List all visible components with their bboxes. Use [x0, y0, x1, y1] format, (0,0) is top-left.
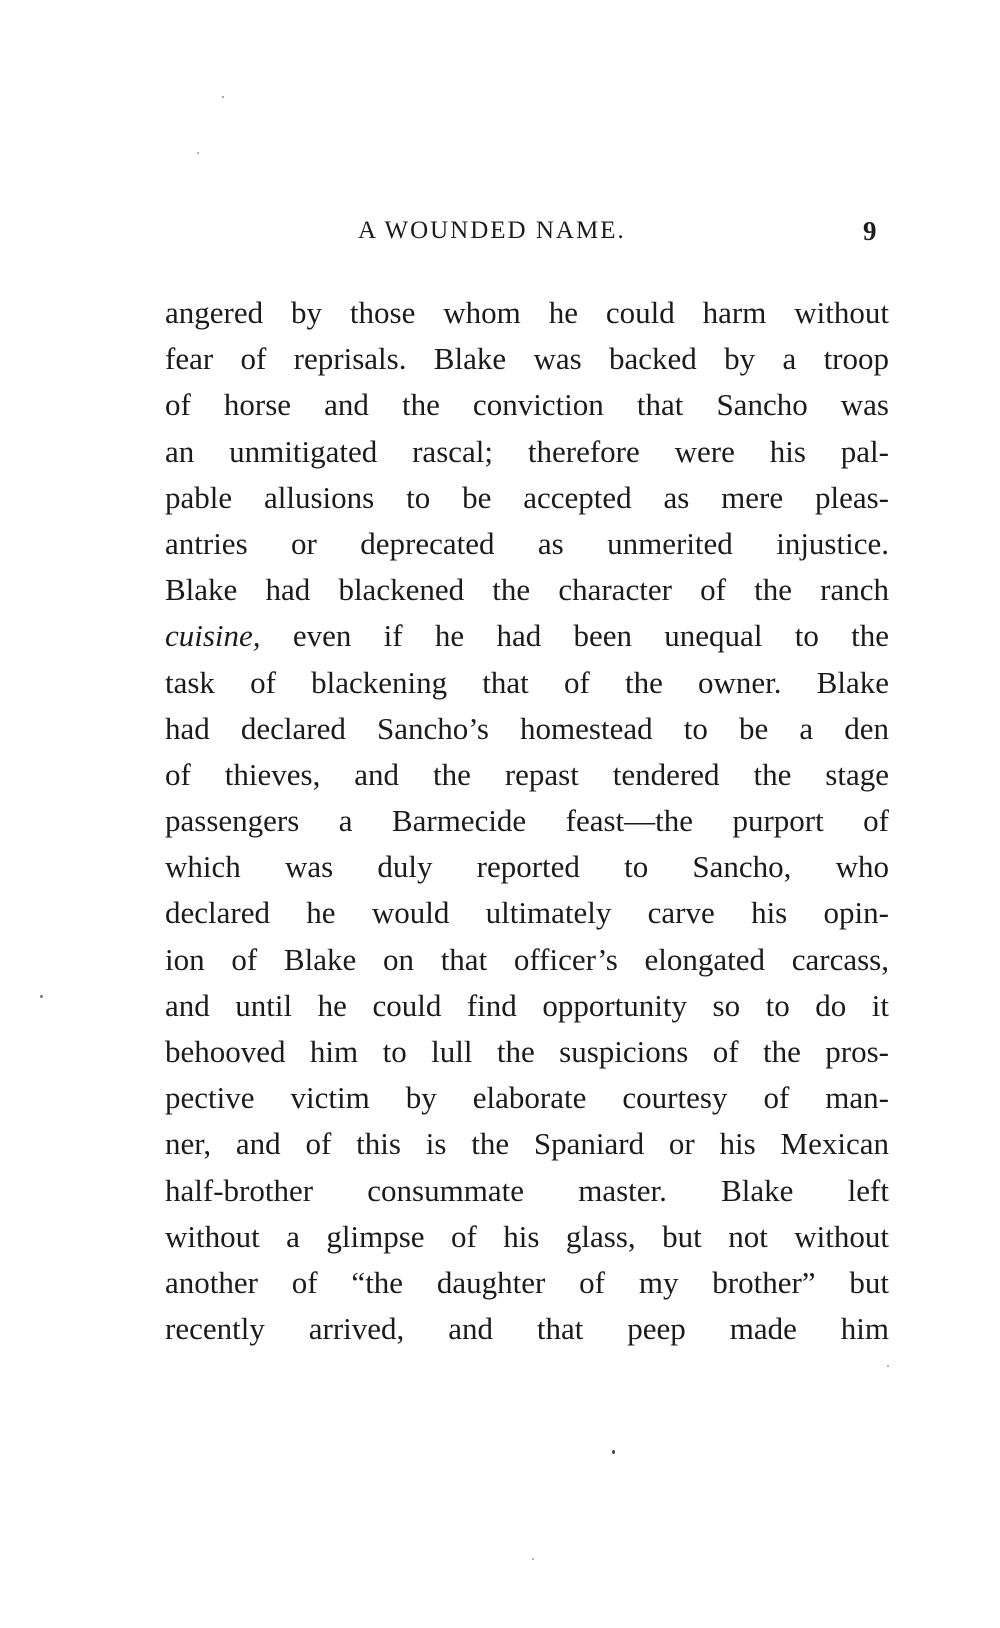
- body-text: [165, 290, 889, 1352]
- text-line: angered by those whom he could harm without: [165, 295, 889, 330]
- text-line: Blake had blackened the character of the ranch: [165, 572, 889, 608]
- text-line: [165, 613, 889, 659]
- text-line: of thieves, and the repast tendered the stage: [165, 756, 889, 792]
- text-line: fear of reprisals. Blake was backed by a troop: [165, 341, 889, 377]
- running-title: A WOUNDED NAME.: [358, 217, 626, 244]
- text-line: behooved him to lull the suspicions of the pros-: [165, 1034, 889, 1069]
- text-line: had declared Sancho’s homestead to be a den: [165, 710, 889, 746]
- print-speck: [197, 152, 199, 154]
- print-speck: [222, 96, 224, 98]
- text-line: task of blackening that of the owner. Blake: [165, 664, 889, 700]
- text-line: and until he could find opportunity so to do it: [165, 987, 889, 1023]
- page-number: 9: [863, 216, 877, 246]
- text-line: half-brother consummate master. Blake left: [165, 1172, 889, 1208]
- text-line: passengers a Barmecide feast—the purport of: [165, 803, 889, 839]
- text-line: without a glimpse of his glass, but not without: [165, 1218, 889, 1254]
- text-line: ion of Blake on that officer’s elongated carcass,: [165, 941, 889, 977]
- print-speck: [40, 995, 43, 998]
- page-header: [0, 216, 1000, 256]
- text-line: another of “the daughter of my brother” but: [165, 1264, 889, 1300]
- text-line: ner, and of this is the Spaniard or his Mexican: [165, 1126, 889, 1162]
- print-speck: [887, 1365, 889, 1367]
- text-line: which was duly reported to Sancho, who: [165, 849, 889, 885]
- text-line: recently arrived, and that peep made him: [165, 1311, 889, 1347]
- italic-word: cuisine,: [165, 618, 261, 654]
- text-line: an unmitigated rascal; therefore were his pal-: [165, 433, 889, 469]
- text-line: antries or deprecated as unmerited injustice.: [165, 525, 889, 561]
- text-line: of horse and the conviction that Sancho was: [165, 387, 889, 423]
- text-line-rest: even if he had been unequal to the: [260, 618, 889, 654]
- text-line: declared he would ultimately carve his opin-: [165, 895, 889, 931]
- print-speck: [612, 1450, 615, 1454]
- text-line: pable allusions to be accepted as mere pleas-: [165, 479, 889, 515]
- text-line: pective victim by elaborate courtesy of man-: [165, 1080, 889, 1116]
- print-speck: [532, 1558, 534, 1560]
